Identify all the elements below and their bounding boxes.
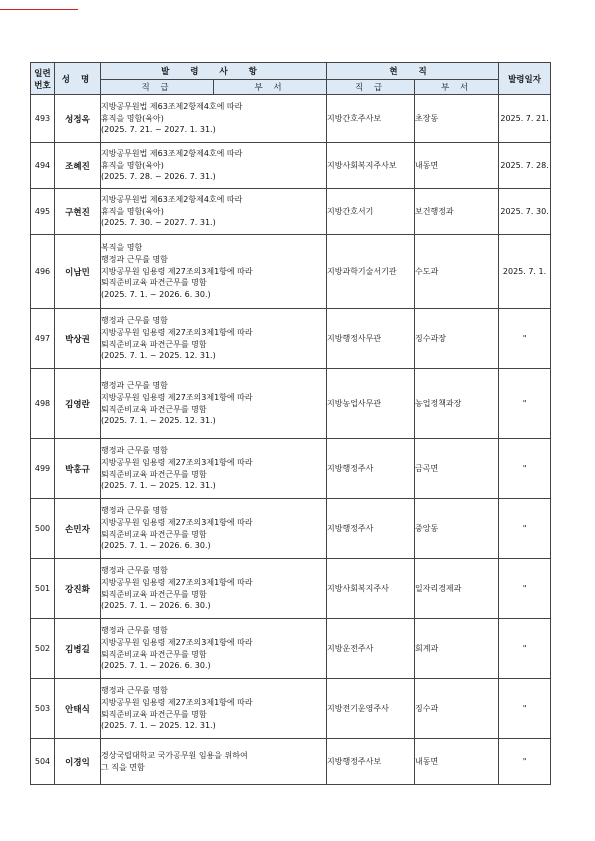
row-person-name: 조혜진 [55,143,101,189]
row-current-department: 일자리경제과 [415,559,499,619]
appointment-detail-line: 지방공무원법 제63조제2항제4호에 따라 [101,148,243,158]
appointment-detail-line: 퇴직준비교육 파견근무를 명함 [101,529,207,539]
table-row [31,739,551,785]
appointment-detail-line: 지방공무원 임용령 제27조의3제1항에 따라 [101,517,253,527]
appointment-detail-line: (2025. 7. 1. ~ 2026. 6. 30.) [101,290,211,300]
appointment-detail-line: 행정과 근무를 명함 [101,685,168,695]
appointment-detail-line: 지방공무원 임용령 제27조의3제1항에 따라 [101,327,253,337]
appointment-detail-line: (2025. 7. 1. ~ 2025. 12. 31.) [101,721,216,731]
appointment-detail-line: 행정과 근무를 명함 [101,254,168,264]
row-appointment-details [101,499,327,559]
appointment-detail-line: 지방공무원 임용령 제27조의3제1항에 따라 [101,266,253,276]
appointment-detail-line: 행정과 근무를 명함 [101,445,168,455]
row-appointment-details [101,559,327,619]
row-person-name: 이경익 [55,739,101,785]
appointment-detail-line: 행정과 근무를 명함 [101,625,168,635]
col-serial-number-line2: 번호 [34,80,51,91]
row-current-department: 농업정책과장 [415,369,499,439]
row-serial-number: 495 [31,189,55,235]
row-serial-number: 500 [31,499,55,559]
appointment-detail-line: 퇴직준비교육 파견근무를 명함 [101,339,207,349]
appointment-detail-line: 휴직을 명함(육아) [101,206,164,216]
appointment-detail-line: 지방공무원 임용령 제27조의3제1항에 따라 [101,457,253,467]
col-group-appointment: 발 령 사 항 [101,63,327,80]
appointment-detail-line: 퇴직준비교육 파견근무를 명함 [101,278,207,288]
appointment-detail-line: 그 직을 면함 [101,762,145,772]
row-person-name: 안태식 [55,679,101,739]
table-row [31,235,551,309]
row-current-department: 초장동 [415,95,499,143]
appointment-detail-line: (2025. 7. 1. ~ 2026. 6. 30.) [101,541,211,551]
row-appointment-details [101,369,327,439]
row-appointment-details [101,235,327,309]
col-group-current: 현 직 [327,63,499,80]
appointment-detail-line: (2025. 7. 1. ~ 2026. 6. 30.) [101,661,211,671]
table-row [31,189,551,235]
table-header [31,63,551,95]
row-person-name: 박홍규 [55,439,101,499]
row-appointment-date: " [499,619,551,679]
appointment-detail-line: 퇴직준비교육 파견근무를 명함 [101,469,207,479]
row-serial-number: 497 [31,309,55,369]
row-current-grade: 지방간호주사보 [327,95,415,143]
appointment-detail-line: 지방공무원 임용령 제27조의3제1항에 따라 [101,577,253,587]
row-person-name: 이남민 [55,235,101,309]
table-row [31,369,551,439]
row-serial-number: 499 [31,439,55,499]
appointment-detail-line: 경상국립대학교 국가공무원 임용을 위하여 [101,750,248,760]
appointment-detail-line: 휴직을 명함(육아) [101,160,164,170]
row-serial-number: 494 [31,143,55,189]
row-person-name: 강진화 [55,559,101,619]
row-appointment-date: " [499,739,551,785]
row-current-grade: 지방농업사무관 [327,369,415,439]
subcol-current-grade: 직 급 [327,80,415,95]
subcol-appoint-dept: 부 서 [214,80,327,95]
row-serial-number: 503 [31,679,55,739]
row-serial-number: 498 [31,369,55,439]
appointment-detail-line: 퇴직준비교육 파견근무를 명함 [101,589,207,599]
row-current-department: 보건행정과 [415,189,499,235]
row-person-name: 김병길 [55,619,101,679]
row-person-name: 성정옥 [55,95,101,143]
row-appointment-date: " [499,309,551,369]
appointment-detail-line: (2025. 7. 1. ~ 2025. 12. 31.) [101,481,216,491]
row-appointment-details [101,95,327,143]
appointment-detail-line: (2025. 7. 30. ~ 2027. 7. 31.) [101,218,216,228]
appointment-detail-line: (2025. 7. 28. ~ 2026. 7. 31.) [101,172,216,182]
table-row [31,439,551,499]
row-serial-number: 501 [31,559,55,619]
row-current-department: 수도과 [415,235,499,309]
appointment-detail-line: 행정과 근무를 명함 [101,315,168,325]
appointment-detail-line: 휴직을 명함(육아) [101,113,164,123]
row-current-grade: 지방과학기술서기관 [327,235,415,309]
col-serial-number [31,63,55,95]
row-appointment-date: 2025. 7. 21. [499,95,551,143]
table-row [31,559,551,619]
row-appointment-details [101,309,327,369]
table-row [31,619,551,679]
row-current-grade: 지방행정주사 [327,499,415,559]
row-current-grade: 지방행정사무관 [327,309,415,369]
row-appointment-date: 2025. 7. 1. [499,235,551,309]
appointment-detail-line: (2025. 7. 1. ~ 2026. 6. 30.) [101,601,211,611]
row-person-name: 구현진 [55,189,101,235]
row-person-name: 손민자 [55,499,101,559]
row-current-department: 중앙동 [415,499,499,559]
row-appointment-details [101,439,327,499]
appointment-detail-line: 지방공무원 임용령 제27조의3제1항에 따라 [101,697,253,707]
top-accent-line [0,9,78,10]
appointment-detail-line: 지방공무원 임용령 제27조의3제1항에 따라 [101,392,253,402]
row-appointment-details [101,143,327,189]
appointment-detail-line: 지방공무원법 제63조제2항제4호에 따라 [101,101,243,111]
table-row [31,95,551,143]
row-appointment-date: " [499,369,551,439]
appointment-detail-line: 퇴직준비교육 파견근무를 명함 [101,649,207,659]
table-row [31,679,551,739]
appointment-table [30,62,551,785]
appointment-detail-line: (2025. 7. 1. ~ 2025. 12. 31.) [101,351,216,361]
row-current-grade: 지방사회복지주사보 [327,143,415,189]
row-current-grade: 지방운전주사 [327,619,415,679]
appointment-detail-line: (2025. 7. 1. ~ 2025. 12. 31.) [101,416,216,426]
row-appointment-date: 2025. 7. 28. [499,143,551,189]
row-appointment-details [101,679,327,739]
row-current-department: 징수과장 [415,309,499,369]
table-row [31,143,551,189]
col-name: 성 명 [55,63,101,95]
appointment-detail-line: 퇴직준비교육 파견근무를 명함 [101,709,207,719]
col-appointment-date: 발령일자 [499,63,551,95]
row-current-grade: 지방행정주사보 [327,739,415,785]
row-appointment-date: " [499,559,551,619]
row-appointment-details [101,189,327,235]
appointment-detail-line: 퇴직준비교육 파견근무를 명함 [101,404,207,414]
row-appointment-date: 2025. 7. 30. [499,189,551,235]
row-serial-number: 496 [31,235,55,309]
appointment-detail-line: (2025. 7. 21. ~ 2027. 1. 31.) [101,125,216,135]
row-current-grade: 지방전기운영주사 [327,679,415,739]
row-current-grade: 지방간호서기 [327,189,415,235]
row-appointment-details [101,739,327,785]
row-current-department: 징수과 [415,679,499,739]
table-row [31,309,551,369]
row-current-department: 회계과 [415,619,499,679]
col-serial-number-line1: 일련 [34,68,51,79]
row-appointment-date: " [499,499,551,559]
row-appointment-date: " [499,679,551,739]
appointment-detail-line: 복직을 명함 [101,243,143,252]
row-current-grade: 지방사회복지주사 [327,559,415,619]
appointment-detail-line: 지방공무원법 제63조제2항제4호에 따라 [101,194,243,204]
row-serial-number: 502 [31,619,55,679]
row-current-department: 내동면 [415,739,499,785]
row-serial-number: 504 [31,739,55,785]
appointment-detail-line: 지방공무원 임용령 제27조의3제1항에 따라 [101,637,253,647]
table-row [31,499,551,559]
appointment-detail-line: 행정과 근무를 명함 [101,380,168,390]
row-serial-number: 493 [31,95,55,143]
appointment-detail-line: 행정과 근무를 명함 [101,505,168,515]
appointment-detail-line: 행정과 근무를 명함 [101,565,168,575]
row-current-grade: 지방행정주사 [327,439,415,499]
subcol-appoint-grade: 직 급 [101,80,214,95]
row-person-name: 김영란 [55,369,101,439]
row-current-department: 내동면 [415,143,499,189]
row-current-department: 금곡면 [415,439,499,499]
row-appointment-details [101,619,327,679]
table-body [31,95,551,785]
row-person-name: 박상권 [55,309,101,369]
row-appointment-date: " [499,439,551,499]
subcol-current-dept: 부 서 [415,80,499,95]
